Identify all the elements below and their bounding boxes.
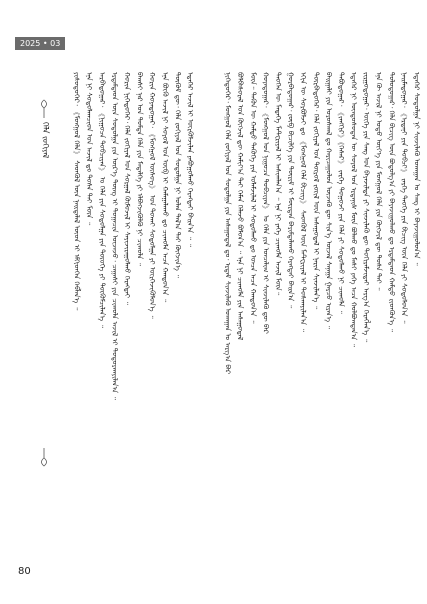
text-line: ᠨᠠᠢᠮᠠᠳᠤᠭᠠᠷ᠂ 《ᠡᠷᠳᠡᠨᠢ ᠶᠢᠨ ᠲᠣᠪᠴᠢ》 ᠵᠡᠷᠭᠡ ᠲᠡᠦᠬᠡ ᠶᠢᠨ ᠪᠢᠴᠢᠭ ᠦᠨ ᠬᠡᠯᠡ ᠶᠢ ᠰᠤᠳᠤᠯᠤᠨ᠎ᠠ ᠃ <box>399 72 409 324</box>
issue-tag: 2025 • 03 <box>15 37 65 50</box>
text-line: ᠪᠠᠭᠰᠢ ᠨᠠᠷ ᠤᠨ ᠳᠤᠮᠳᠠ ᠬᠡᠯᠡ ᠶᠢᠨ ᠮᠡᠳᠡᠯᠭᠡ ᠶᠢ ᠡᠯᠪᠡᠭᠵᠢᠭᠦᠯᠬᠦ ᠨᠢ ᠴᠢᠬᠤᠯᠠ ᠃ <box>135 72 145 267</box>
text-line: ᠪᠠᠢᠭᠠᠯᠢ ᠶᠢᠨ ᠤᠷᠤᠰᠬᠠᠯ ᠳᠤ ᠬᠠᠷᠢᠴᠠᠭᠤᠯᠤᠨ ᠦᠵᠡᠬᠦ ᠳᠦ ᠰᠢᠨ᠎ᠡ ᠦᠵᠡᠯ ᠰᠠᠨᠠᠭᠠ ᠭᠠᠷᠴᠤ ᠢᠷᠡᠨ᠎ᠡ ᠃ <box>324 72 334 330</box>
text-line: ᠡᠨᠡ ᠪᠦᠬᠦ ᠠᠵᠢᠯ ᠨᠢ ᠰᠣᠶᠣᠯ ᠤᠨ ᠥᠪ ᠢ ᠬᠠᠮᠠᠭᠠᠯᠠᠬᠤ ᠳᠤ ᠴᠢᠬᠤᠯᠠ ᠠᠴᠠ ᠬᠠᠨᠳᠤᠨ᠎ᠠ ᠃ <box>160 72 170 303</box>
text-line: ᠡᠨᠡ ᠨᠢ ᠰᠤᠳᠤᠯᠠᠭᠴᠢᠳ ᠤᠨ ᠠᠵᠢᠯ ᠳᠤ ᠲᠤᠰᠠ ᠲᠠᠢ ᠮᠥᠨ ᠃ <box>85 72 95 226</box>
text-line: ᠳᠣᠯᠣᠳᠤᠭᠠᠷ᠂ ᠬᠡᠯᠡ ᠪᠢᠴᠢᠭ ᠦᠨ ᠪᠣᠳᠤᠯᠭ᠎ᠠ ᠶᠢ ᠪᠠᠶᠠᠵᠢᠭᠤᠯᠬᠤ ᠳᠤ ᠡᠷᠳᠡᠮᠲᠡᠳ ᠬᠠᠮᠲᠤ ᠵᠢᠳᠬᠦᠨ᠎ᠡ ᠃ <box>387 72 397 333</box>
body-text-right-column <box>221 72 422 540</box>
text-line: ᠡᠳᠡᠭᠡᠷ ᠠᠵᠢᠯ ᠢ ᠦᠷᠭᠦᠯᠵᠢᠯᠡᠨ ᠶᠠᠪᠤᠭᠤᠯᠬᠤ ᠬᠡᠷᠡᠭᠲᠡᠢ ᠪᠠᠢᠨ᠎ᠠ ᠃ ᠃ <box>185 72 195 248</box>
text-line: ᠬᠣᠷᠢᠨ ᠨᠢᠭᠡᠳᠦᠭᠡᠷ᠂ ᠬᠡᠯᠡ ᠵᠣᠬᠢᠶᠠᠯ ᠤᠨ ᠰᠤᠷᠭᠠᠯ ᠬᠦᠮᠦᠵᠢᠯ ᠢ ᠰᠠᠶᠢᠵᠢᠷᠠᠭᠤᠯᠬᠤ ᠬᠡᠷᠡᠭᠲᠡᠢ ᠃ <box>122 72 132 305</box>
text-line: ᠬᠣᠷᠢᠨ ᠬᠣᠶᠠᠳᠤᠭᠠᠷ᠂ 《ᠮᠣᠩᠭᠣᠯ ᠦᠰᠦᠭ》 ᠤᠨ ᠲᠤᠬᠠᠢ ᠰᠤᠳᠤᠯᠭᠠ ᠶᠢ ᠥᠷᠭᠡᠵᠢᠭᠦᠯᠦᠨ᠎ᠡ ᠃ <box>148 72 158 319</box>
text-line: ᠨᠢᠭᠡᠳᠦᠭᠡᠷ᠂ ᠮᠣᠩᠭᠣᠯ ᠬᠡᠯᠡ ᠵᠣᠬᠢᠶᠠᠯ ᠤᠨ ᠰᠣᠳᠣᠯᠭᠠ ᠶᠢᠨ ᠠᠰᠠᠭᠤᠳᠠᠯ ᠳᠤ᠂ ᠡᠷᠳᠡᠮ ᠰᠢᠨᠵᠢᠯᠡᠬᠦ ᠤᠬᠠᠭᠠᠨ ᠤ ᠠᠷᠭ᠎ᠠ ᠪᠠᠷ <box>223 72 233 375</box>
text-line: ᠶᠢᠰᠦᠳᠦᠭᠡᠷ᠂ 《ᠮᠣᠩᠭᠣᠯ ᠬᠡᠯᠡ》 ᠰᠡᠳᠬᠦᠯ ᠦᠨ ᠨᠡᠢᠲᠡᠯᠡᠯ ᠦᠳ ᠢ ᠡᠮᠬᠢᠳᠬᠡᠨ ᠬᠡᠪᠯᠡᠨ᠎ᠡ ᠃ <box>72 72 82 311</box>
text-line: ᠡᠳᠡᠭᠡᠷ ᠰᠤᠳᠤᠯᠭᠠ ᠨᠢ ᠰᠢᠨᠵᠢᠯᠡᠬᠦ ᠤᠬᠠᠭᠠᠨ ᠤ ᠰᠠᠩ ᠢ ᠪᠠᠶᠠᠵᠢᠭᠤᠯᠤᠨ᠎ᠠ ᠃ <box>412 72 422 266</box>
text-line: ᠡᠬᠢᠨ ᠦ ᠰᠤᠷᠪᠤᠯᠵᠢ ᠳᠤ 《ᠮᠣᠩᠭᠣᠯ ᠬᠡᠯᠡ ᠪᠢᠴᠢᠭ᠌》 ᠰᠡᠳᠭᠦᠯ ᠦᠨ ᠮᠠᠲ᠋ᠧᠷᠢᠶᠠᠯ ᠢ ᠲᠤᠰᠬᠠᠶᠢᠯᠠᠨ᠎ᠠ ᠃ <box>299 72 309 333</box>
running-title-text: ᠬᠡᠯᠡ ᠵᠣᠬᠢᠶᠠᠯ <box>41 122 50 159</box>
text-line: ᠡᠨᠡ ᠬᠦ ᠠᠵᠢᠯ ᠨᠢ ᠣᠳᠣ ᠦᠶ᠎ᠡ ᠶᠢᠨ ᠮᠣᠩᠭᠣᠯ ᠬᠡᠯᠡ ᠶᠢᠨ ᠬᠥᠭᠵᠢᠯ ᠳᠦ ᠲᠤᠰᠠ ᠲᠠᠢ ᠃ <box>374 72 384 291</box>
text-line: ᠡᠷᠳᠡᠮᠲᠡᠳ ᠦᠨ ᠰᠤᠳᠤᠯᠭᠠ ᠶᠢᠨ ᠦᠷ᠎ᠡ ᠳᠦᠩ ᠢ ᠲᠣᠭᠠᠴᠢᠨ ᠦᠵᠡᠵᠦ᠂ ᠴᠠᠭᠠᠰᠢ ᠶᠢᠨ ᠴᠢᠬᠤᠯᠠ ᠠᠵᠢᠯ ᠢ ᠲᠣᠳᠣᠷᠬᠠᠶᠢᠯᠠᠨ᠎ᠠ ᠃ <box>110 72 120 401</box>
running-title <box>38 122 52 442</box>
body-text-left-column <box>70 72 218 540</box>
text-line: ᠬᠣᠶᠠᠳᠤᠭᠠᠷ᠂ 《ᠮᠣᠩᠭᠣᠯ ᠤᠨ ᠨᠢᠭᠤᠴᠠ ᠲᠣᠪᠴᠢᠶᠠᠨ》 ᠤ ᠬᠡᠯᠡ ᠶᠢᠨ ᠣᠨᠴᠠᠯᠢᠭ ᠢ ᠰᠢᠨᠵᠢᠯᠡᠬᠦ ᠳᠦ ᠪᠠᠷ <box>261 72 271 334</box>
page-number: 80 <box>18 566 31 577</box>
text-line: ᠳᠦᠭᠦᠮ ᠳᠦ᠂ ᠬᠡᠯᠡ ᠵᠣᠬᠢᠶᠠᠯ ᠤᠨ ᠰᠤᠳᠤᠯᠭᠠ ᠨᠢ ᠣᠯᠠᠨ ᠲᠠᠯ᠎ᠠ ᠲᠠᠢ ᠬᠥᠭᠵᠢᠨ᠎ᠡ ᠃ <box>173 72 183 278</box>
text-line: ᠭᠤᠷᠪᠠᠳᠤᠭᠠᠷ᠂ ᠵᠥᠪ ᠪᠢᠴᠢᠯᠭᠡ ᠶᠢᠨ ᠳᠦᠷᠢᠮ ᠢ ᠮᠥᠷᠳᠡᠨ ᠪᠠᠷᠢᠮᠲᠠᠯᠠᠬᠤ ᠬᠡᠷᠡᠭᠲᠡᠢ ᠪᠠᠢᠨ᠎ᠠ ᠃ <box>286 72 296 309</box>
text-line: ᠡᠳᠡᠭᠡᠷ ᠨᠢ ᠦᠨᠳᠦᠰᠦᠲᠡᠨ ᠦ ᠰᠣᠶᠣᠯ ᠤᠨ ᠡᠷᠳᠡᠨᠢᠰ ᠮᠥᠨ ᠪᠣᠯᠬᠤ ᠳᠤ ᠮᠠᠰᠢ ᠶᠡᠬᠡ ᠠᠴᠠ ᠬᠣᠯᠪᠣᠭᠳᠠᠨ᠎ᠠ ᠃ <box>349 72 359 348</box>
text-line: ᠪᠣᠯᠪᠠᠰᠤᠷᠠᠯ ᠤᠨ ᠬᠥᠭᠵᠢᠯ ᠳᠦ ᠬᠠᠮᠢᠶ᠎ᠠ ᠲᠠᠢ ᠬᠡᠮᠡᠨ ᠬᠡᠯᠡᠵᠦ ᠪᠣᠯᠣᠨ᠎ᠠ ᠃ ᠡᠨᠡ ᠨᠢ ᠴᠢᠬᠤᠯᠠ ᠶᠢᠨ ᠠᠰᠠᠭᠤᠳᠠᠯ <box>236 72 246 341</box>
text-line: ᠲᠠᠪᠣᠳᠤᠭᠠᠷ᠂ 《ᠵᠠᠩᠭᠢᠷ》《ᠭᠡᠰᠡᠷ》 ᠵᠡᠷᠭᠡ ᠲᠤᠭᠤᠵᠢ ᠶᠢᠨ ᠬᠡᠯᠡ ᠶᠢ ᠰᠤᠳᠤᠯᠬᠤ ᠨᠢ ᠴᠢᠬᠤᠯᠠ ᠃ <box>336 72 346 314</box>
text-line: ᠮᠥᠨ᠃ ᠲᠡᠭᠦᠨ ᠦ ᠬᠠᠮᠲᠤ ᠲᠡᠭᠦᠬᠡ ᠶᠢᠨ ᠤᠯᠠᠮᠵᠢᠯᠠᠯ ᠢ ᠰᠤᠳᠤᠯᠬᠤ ᠳᠤ ᠣᠨᠴᠠ ᠠᠴᠠ ᠬᠠᠨᠳᠤᠨ᠎ᠠ ᠃ <box>248 72 258 324</box>
text-line: ᠲᠡᠦᠬᠡᠨ ᠦ ᠮᠡᠳᠡᠭᠡ ᠮᠠᠲ᠋ᠧᠷᠢᠶᠠᠯ ᠢ ᠠᠰᠢᠭᠯᠠᠨ᠎ᠠ ᠃ ᠡᠨᠡ ᠨᠢ ᠶᠡᠬᠡ ᠴᠢᠬᠤᠯᠠ ᠠᠵᠢᠯ ᠮᠥᠨ᠃ <box>273 72 283 296</box>
text-line: ᠵᠢᠷᠭᠤᠳᠤᠭᠠᠷ᠂ ᠦᠭᠡ ᠶᠢᠨ ᠰᠠᠩ ᠤᠨ ᠪᠠᠶᠠᠵᠢᠯᠲᠠ ᠶᠢ ᠰᠢᠨᠵᠢᠯᠡᠬᠦ ᠳᠦ ᠲᠣᠬᠢᠷᠠᠮᠵᠢᠲᠠᠢ ᠠᠷᠭ᠎ᠠ ᠬᠡᠷᠡᠭᠯᠡᠨ᠎ᠡ ᠃ <box>362 72 372 343</box>
text-line: ᠠᠷᠪᠠᠳᠤᠭᠠᠷ᠂ 《ᠨᠢᠭᠤᠴᠠ ᠲᠣᠪᠴᠢᠶᠠᠨ》 ᠤ ᠬᠡᠯᠡ ᠶᠢᠨ ᠰᠤᠳᠤᠯᠭᠠ ᠶᠢᠨ ᠲᠦᠦᠬᠡ ᠶᠢ ᠳᠦᠭᠦᠮᠴᠢᠯᠡᠨ᠎ᠡ ᠃ <box>97 72 107 329</box>
text-line: ᠳᠥᠷᠪᠡᠳᠦᠭᠡᠷ᠂ ᠬᠡᠯᠡ ᠵᠣᠬᠢᠶᠠᠯ ᠤᠨ ᠲᠥᠷᠦᠯ ᠵᠦᠢᠯ ᠦᠨ ᠠᠰᠠᠭᠤᠳᠠᠯ ᠢ ᠨᠠᠷᠢᠨ ᠰᠢᠨᠵᠢᠯᠡᠨ᠎ᠡ ᠃ <box>311 72 321 310</box>
